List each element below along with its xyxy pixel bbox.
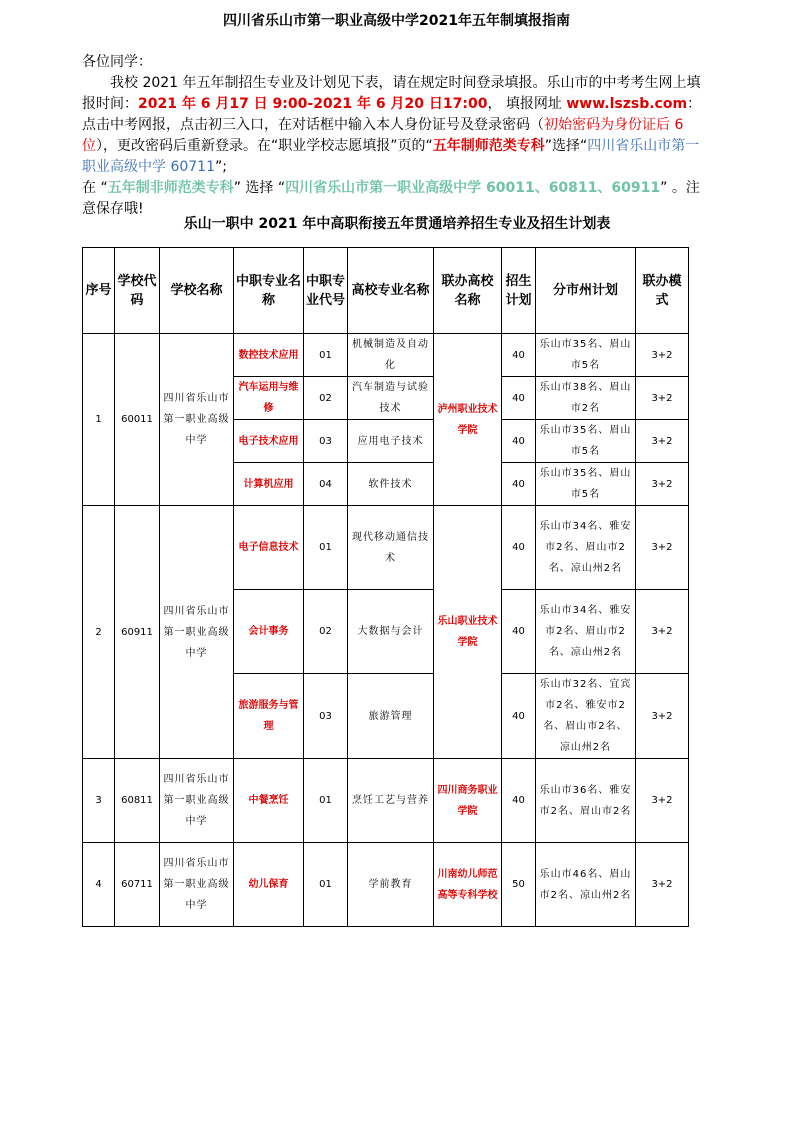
table-row	[83, 334, 689, 377]
dist-cell: 乐山市34名、雅安市2名、眉山市2名、凉山州2名	[536, 506, 636, 590]
intro-text-3: ：点击中考网报，点击初三入口，在对话框中输入本人身份证号及登录密码（	[82, 96, 702, 133]
college-cell: 乐山职业技术学院	[434, 506, 502, 759]
header-cell: 序号	[83, 248, 115, 334]
intro-text-5: ”选择“	[544, 138, 588, 154]
mode-cell: 3+2	[636, 377, 689, 420]
school-code-cell: 60011	[115, 334, 160, 506]
header-cell: 联办模式	[636, 248, 689, 334]
college-major-cell: 软件技术	[348, 463, 434, 506]
dist-cell: 乐山市35名、眉山市5名	[536, 463, 636, 506]
college-major-cell: 烹饪工艺与营养	[348, 759, 434, 843]
seq-cell: 4	[83, 843, 115, 927]
table-header-row	[83, 248, 689, 334]
dist-cell: 乐山市36名、雅安市2名、眉山市2名	[536, 759, 636, 843]
major-cell: 幼儿保育	[234, 843, 304, 927]
plan-cell: 40	[502, 377, 536, 420]
intro-text-2: ， 填报网址	[487, 96, 567, 112]
major-code-cell: 01	[304, 843, 348, 927]
table-row	[83, 506, 689, 590]
college-major-cell: 现代移动通信技术	[348, 506, 434, 590]
plan-cell: 40	[502, 420, 536, 463]
school-code-cell: 60911	[115, 506, 160, 759]
plan-cell: 40	[502, 463, 536, 506]
header-cell: 分市州计划	[536, 248, 636, 334]
college-major-cell: 旅游管理	[348, 674, 434, 759]
intro-text-9: ” 。注意保存哦!	[82, 180, 700, 217]
major-cell: 汽车运用与维修	[234, 377, 304, 420]
category-non-normal: 五年制非师范类专科	[107, 180, 234, 196]
major-code-cell: 01	[304, 506, 348, 590]
plan-cell: 40	[502, 590, 536, 674]
plan-cell: 40	[502, 759, 536, 843]
seq-cell: 1	[83, 334, 115, 506]
mode-cell: 3+2	[636, 334, 689, 377]
college-cell: 四川商务职业学院	[434, 759, 502, 843]
college-major-cell: 汽车制造与试验技术	[348, 377, 434, 420]
mode-cell: 3+2	[636, 506, 689, 590]
header-cell: 高校专业名称	[348, 248, 434, 334]
college-major-cell: 大数据与会计	[348, 590, 434, 674]
mode-cell: 3+2	[636, 674, 689, 759]
school-name-cell: 四川省乐山市第一职业高级中学	[160, 506, 234, 759]
dist-cell: 乐山市38名、眉山市2名	[536, 377, 636, 420]
major-code-cell: 03	[304, 674, 348, 759]
fill-time-range: 2021 年 6 月17 日 9:00-2021 年 6 月20 日17:00	[138, 96, 488, 112]
school-non-normal: 四川省乐山市第一职业高级中学 60011、60811、60911	[285, 180, 661, 196]
document-title: 四川省乐山市第一职业高级中学2021年五年制填报指南	[223, 13, 570, 29]
college-cell: 川南幼儿师范高等专科学校	[434, 843, 502, 927]
fill-url: www.lszsb.com	[566, 96, 688, 112]
major-code-cell: 01	[304, 759, 348, 843]
major-cell: 中餐烹饪	[234, 759, 304, 843]
major-cell: 数控技术应用	[234, 334, 304, 377]
intro-paragraph	[82, 73, 712, 178]
greeting: 各位同学：	[82, 54, 152, 70]
school-code-cell: 60711	[115, 843, 160, 927]
college-major-cell: 机械制造及自动化	[348, 334, 434, 377]
intro-text-7: 在 “	[82, 180, 108, 196]
school-name-cell: 四川省乐山市第一职业高级中学	[160, 759, 234, 843]
mode-cell: 3+2	[636, 843, 689, 927]
table-title: 乐山一职中 2021 年中高职衔接五年贯通培养招生专业及招生计划表	[183, 216, 611, 232]
major-code-cell: 01	[304, 334, 348, 377]
header-cell: 联办高校名称	[434, 248, 502, 334]
college-major-cell: 应用电子技术	[348, 420, 434, 463]
table-row	[83, 759, 689, 843]
mode-cell: 3+2	[636, 759, 689, 843]
header-cell: 中职专业代号	[304, 248, 348, 334]
mode-cell: 3+2	[636, 463, 689, 506]
school-name-cell: 四川省乐山市第一职业高级中学	[160, 334, 234, 506]
plan-cell: 40	[502, 506, 536, 590]
school-name-cell: 四川省乐山市第一职业高级中学	[160, 843, 234, 927]
dist-cell: 乐山市35名、眉山市5名	[536, 334, 636, 377]
major-code-cell: 02	[304, 590, 348, 674]
major-cell: 电子信息技术	[234, 506, 304, 590]
header-cell: 中职专业名称	[234, 248, 304, 334]
plan-cell: 40	[502, 334, 536, 377]
college-major-cell: 学前教育	[348, 843, 434, 927]
major-code-cell: 04	[304, 463, 348, 506]
mode-cell: 3+2	[636, 420, 689, 463]
header-cell: 学校代码	[115, 248, 160, 334]
password-note: 初始密码为身份证后 6 位	[82, 117, 684, 154]
school-normal: 四川省乐山市第一职业高级中学 60711	[82, 138, 700, 175]
intro-text-4: ），更改密码后重新登录。在“职业学校志愿填报”页的“	[96, 138, 433, 154]
major-cell: 电子技术应用	[234, 420, 304, 463]
major-cell: 会计事务	[234, 590, 304, 674]
dist-cell: 乐山市32名、宜宾市2名、雅安市2名、眉山市2名、凉山州2名	[536, 674, 636, 759]
plan-cell: 40	[502, 674, 536, 759]
major-code-cell: 03	[304, 420, 348, 463]
seq-cell: 3	[83, 759, 115, 843]
intro-text: 我校 2021 年五年制招生专业及计划见下表，请在规定时间登录填报。乐山市的中考考生网上填报时间：	[82, 75, 701, 112]
category-normal: 五年制师范类专科	[432, 138, 545, 154]
intro-text-8: ” 选择 “	[233, 180, 286, 196]
plan-cell: 50	[502, 843, 536, 927]
intro-text-6: ”;	[215, 159, 227, 175]
mode-cell: 3+2	[636, 590, 689, 674]
major-code-cell: 02	[304, 377, 348, 420]
school-code-cell: 60811	[115, 759, 160, 843]
dist-cell: 乐山市46名、眉山市2名、凉山州2名	[536, 843, 636, 927]
intro-section	[82, 52, 712, 220]
seq-cell: 2	[83, 506, 115, 759]
dist-cell: 乐山市35名、眉山市5名	[536, 420, 636, 463]
college-cell: 泸州职业技术学院	[434, 334, 502, 506]
header-cell: 招生计划	[502, 248, 536, 334]
dist-cell: 乐山市34名、雅安市2名、眉山市2名、凉山州2名	[536, 590, 636, 674]
major-cell: 旅游服务与管理	[234, 674, 304, 759]
enrollment-plan-table	[82, 247, 689, 927]
table-row	[83, 843, 689, 927]
header-cell: 学校名称	[160, 248, 234, 334]
major-cell: 计算机应用	[234, 463, 304, 506]
